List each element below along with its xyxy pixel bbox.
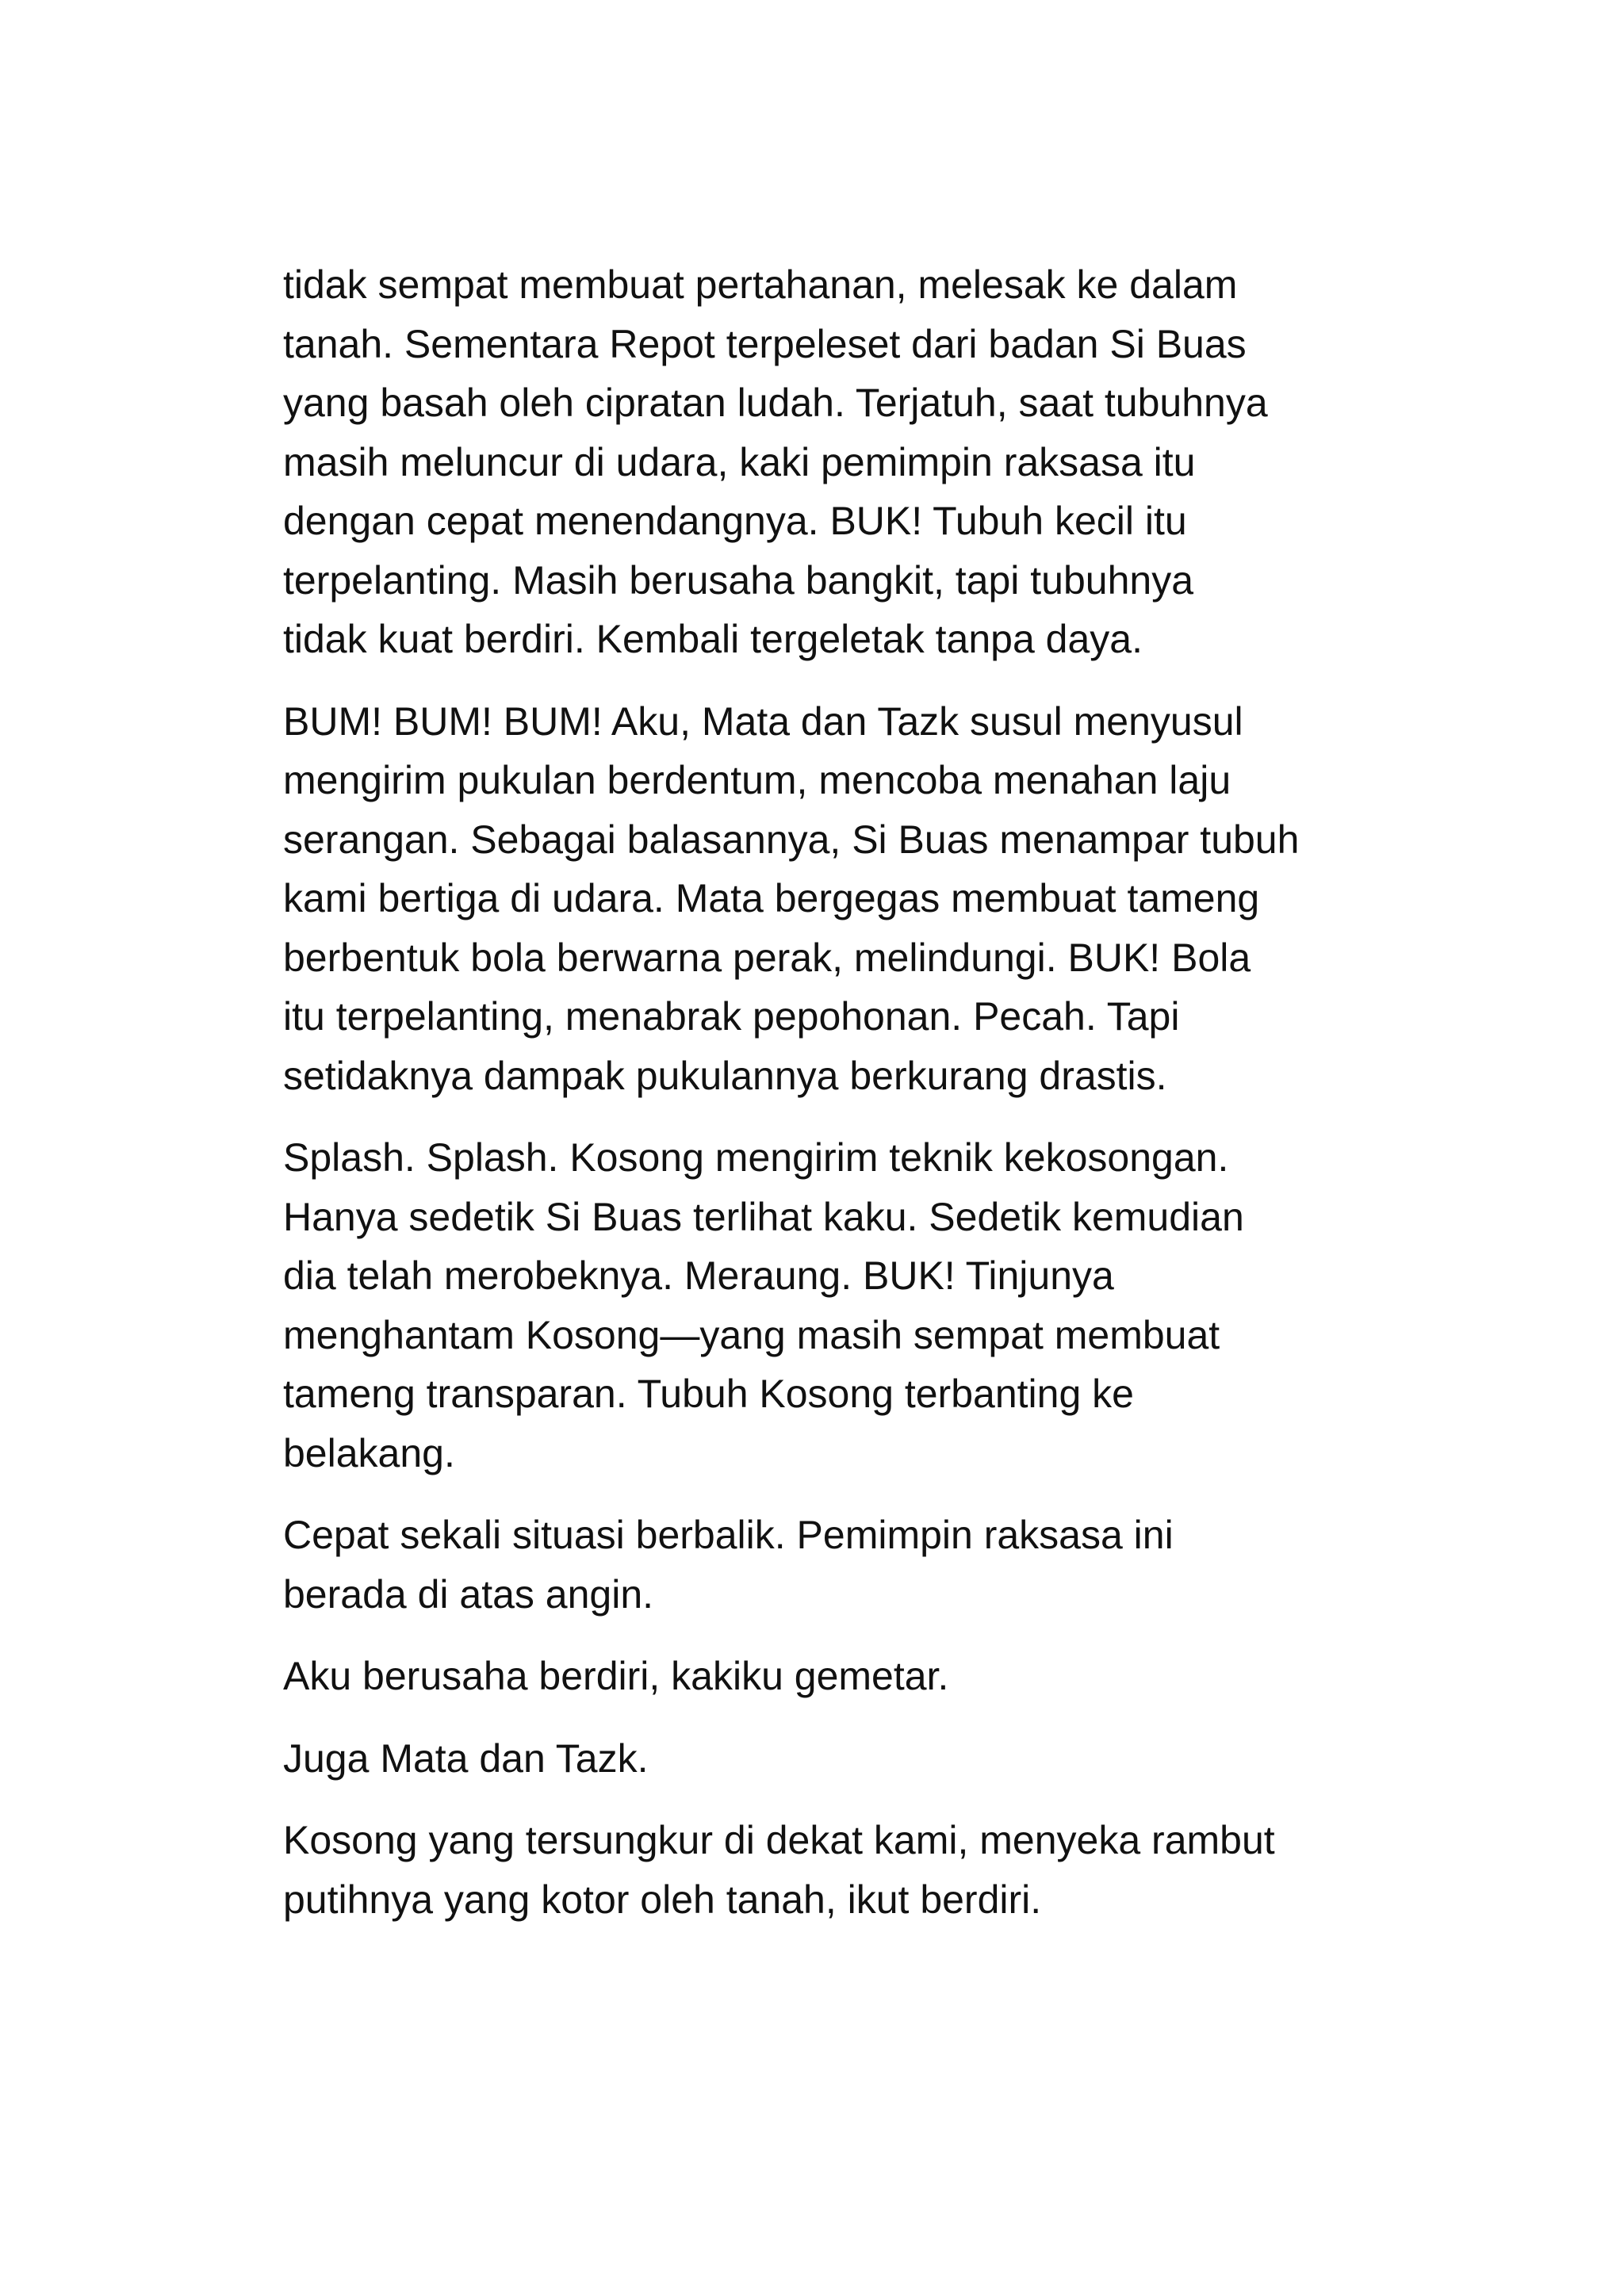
paragraph xyxy=(283,1506,1393,1624)
text-line: kami bertiga di udara. Mata bergegas membuat tameng xyxy=(283,876,1260,920)
text-line: setidaknya dampak pukulannya berkurang drastis. xyxy=(283,1053,1167,1098)
text-line: tidak kuat berdiri. Kembali tergeletak tanpa daya. xyxy=(283,617,1143,661)
text-line: Cepat sekali situasi berbalik. Pemimpin raksasa ini xyxy=(283,1513,1174,1557)
paragraph xyxy=(283,255,1393,669)
text-line: dengan cepat menendangnya. BUK! Tubuh kecil itu xyxy=(283,499,1187,543)
text-line: tidak sempat membuat pertahanan, melesak ke dalam xyxy=(283,262,1238,307)
text-line: masih meluncur di udara, kaki pemimpin raksasa itu xyxy=(283,439,1196,484)
text-line: dia telah merobeknya. Meraung. BUK! Tinjunya xyxy=(283,1253,1114,1298)
text-line: BUM! BUM! BUM! Aku, Mata dan Tazk susul menyusul xyxy=(283,698,1243,744)
paragraph xyxy=(283,1811,1393,1929)
text-line: berbentuk bola berwarna perak, melindungi. BUK! Bola xyxy=(283,935,1251,980)
text-line: tanah. Sementara Repot terpeleset dari badan Si Buas xyxy=(283,321,1247,366)
text-line: itu terpelanting, menabrak pepohonan. Pecah. Tapi xyxy=(283,994,1180,1039)
paragraph xyxy=(283,1729,1393,1789)
text-line: Kosong yang tersungkur di dekat kami, menyeka rambut xyxy=(283,1818,1275,1862)
text-line: Juga Mata dan Tazk. xyxy=(283,1735,649,1781)
text-line: Splash. Splash. Kosong mengirim teknik kekosongan. xyxy=(283,1135,1229,1180)
text-line: Aku berusaha berdiri, kakiku gemetar. xyxy=(283,1654,949,1698)
text-line: yang basah oleh cipratan ludah. Terjatuh, saat tubuhnya xyxy=(283,381,1268,425)
text-line: Hanya sedetik Si Buas terlihat kaku. Sedetik kemudian xyxy=(283,1194,1244,1239)
text-line: belakang. xyxy=(283,1430,455,1475)
text-line: serangan. Sebagai balasannya, Si Buas menampar tubuh xyxy=(283,817,1300,862)
text-line: menghantam Kosong—yang masih sempat membuat xyxy=(283,1312,1220,1357)
text-line: tameng transparan. Tubuh Kosong terbanting ke xyxy=(283,1372,1134,1416)
paragraph xyxy=(283,1128,1393,1483)
paragraph xyxy=(283,1647,1393,1706)
paragraph xyxy=(283,692,1393,1106)
text-line: terpelanting. Masih berusaha bangkit, tapi tubuhnya xyxy=(283,557,1193,603)
text-line: putihnya yang kotor oleh tanah, ikut berdiri. xyxy=(283,1877,1042,1922)
text-line: berada di atas angin. xyxy=(283,1571,654,1617)
text-line: mengirim pukulan berdentum, mencoba menahan laju xyxy=(283,758,1231,802)
body-text xyxy=(283,255,1393,1952)
